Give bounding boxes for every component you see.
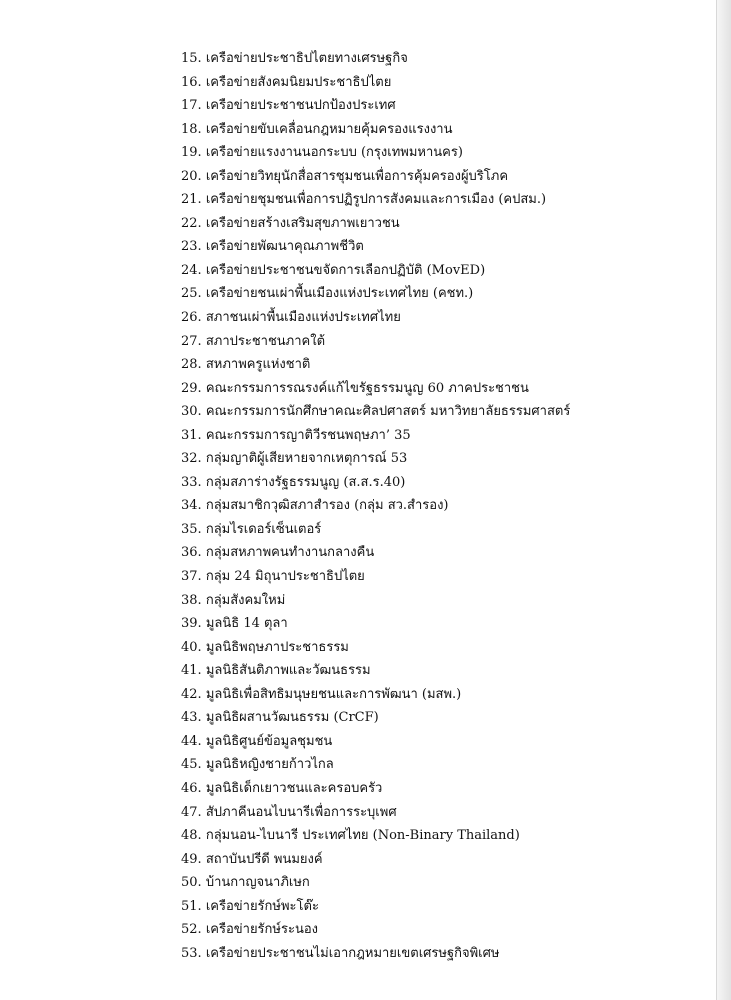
item-number: 24. [181,262,202,278]
list-item [181,165,570,189]
item-number: 18. [181,121,202,137]
item-text: คณะกรรมการนักศึกษาคณะศิลปศาสตร์ มหาวิทยาลัยธรรมศาสตร์ [205,404,571,420]
list-item [181,942,570,966]
item-number: 50. [181,875,202,891]
list-item [181,447,570,471]
list-item [181,212,570,236]
item-number: 46. [181,780,202,796]
item-text: กลุ่มสังคมใหม่ [205,592,286,608]
item-text: เครือข่ายชนเผ่าพื้นเมืองแห่งประเทศไทย (คชท.) [205,286,474,302]
item-number: 49. [181,851,202,867]
item-number: 32. [181,451,202,467]
item-text: สถาบันปรีดี พนมยงค์ [205,851,323,867]
item-text: มูลนิธิหญิงชายก้าวไกล [205,757,334,773]
list-item [181,518,570,542]
list-item [181,612,570,636]
list-item [181,94,570,118]
item-text: มูลนิธิผสานวัฒนธรรม (CrCF) [205,710,379,726]
item-text: กลุ่มญาติผู้เสียหายจากเหตุการณ์ 53 [205,451,408,467]
item-text: กลุ่มสหภาพคนทำงานกลางคืน [205,545,375,561]
item-text: กลุ่มนอน-ไบนารี ประเทศไทย (Non-Binary Thailand) [205,828,520,844]
item-text: เครือข่ายรักษ์พะโต๊ะ [205,898,319,914]
list-item [181,400,570,424]
item-text: คณะกรรมการญาติวีรชนพฤษภา’ 35 [205,427,411,443]
list-item [181,377,570,401]
item-text: สัปภาคีนอนไบนารีเพื่อการระบุเพศ [205,804,397,820]
item-number: 25. [181,286,202,302]
list-item [181,753,570,777]
list-item [181,141,570,165]
list-item [181,801,570,825]
list-item [181,235,570,259]
item-number: 23. [181,239,202,255]
item-number: 35. [181,521,202,537]
list-item [181,589,570,613]
item-number: 31. [181,427,202,443]
list-item [181,353,570,377]
list-item [181,636,570,660]
item-number: 53. [181,945,202,961]
item-number: 42. [181,686,202,702]
item-text: เครือข่ายแรงงานนอกระบบ (กรุงเทพมหานคร) [205,145,463,161]
item-number: 44. [181,733,202,749]
item-text: เครือข่ายประชาชนไม่เอากฎหมายเขตเศรษฐกิจพิเศษ [205,945,500,961]
list-item [181,777,570,801]
item-text: กลุ่มสภาร่างรัฐธรรมนูญ (ส.ส.ร.40) [205,474,406,490]
item-text: สภาชนเผ่าพื้นเมืองแห่งประเทศไทย [205,310,401,326]
item-text: เครือข่ายชุมชนเพื่อการปฏิรูปการสังคมและการเมือง (คปสม.) [205,192,547,208]
item-text: กลุ่ม 24 มิถุนาประชาธิปไตย [205,569,365,585]
item-number: 34. [181,498,202,514]
item-text: มูลนิธิเด็กเยาวชนและครอบครัว [205,780,383,796]
item-text: เครือข่ายสังคมนิยมประชาธิปไตย [205,74,392,90]
item-number: 26. [181,310,202,326]
item-text: เครือข่ายขับเคลื่อนกฎหมายคุ้มครองแรงงาน [205,121,453,137]
item-text: เครือข่ายสร้างเสริมสุขภาพเยาวชน [205,215,400,231]
list-item [181,565,570,589]
item-number: 21. [181,192,202,208]
list-item [181,730,570,754]
item-number: 15. [181,51,202,66]
list-item [181,683,570,707]
item-text: มูลนิธิเพื่อสิทธิมนุษยชนและการพัฒนา (มสพ.) [205,686,462,702]
item-text: สหภาพครูแห่งชาติ [205,357,311,373]
item-number: 27. [181,333,202,349]
item-text: เครือข่ายรักษ์ระนอง [205,922,318,938]
item-number: 43. [181,710,202,726]
item-number: 16. [181,74,202,90]
list-item [181,306,570,330]
list-item [181,895,570,919]
list-item [181,259,570,283]
list-item [181,282,570,306]
list-item [181,471,570,495]
item-text: เครือข่ายประชาชนปกป้องประเทศ [205,98,396,114]
list-item [181,871,570,895]
list-item [181,541,570,565]
item-number: 51. [181,898,202,914]
list-item [181,706,570,730]
item-number: 19. [181,145,202,161]
item-number: 41. [181,663,202,679]
item-number: 39. [181,616,202,632]
item-number: 28. [181,357,202,373]
list-item [181,824,570,848]
item-number: 40. [181,639,202,655]
item-number: 45. [181,757,202,773]
list-item [181,424,570,448]
item-text: กลุ่มสมาชิกวุฒิสภาสำรอง (กลุ่ม สว.สำรอง) [205,498,449,514]
list-item [181,330,570,354]
list-item [181,47,570,71]
item-number: 29. [181,380,202,396]
list-item [181,848,570,872]
item-text: เครือข่ายประชาชนขจัดการเลือกปฏิบัติ (MovED) [205,262,486,278]
item-number: 36. [181,545,202,561]
item-number: 30. [181,404,202,420]
item-number: 22. [181,215,202,231]
item-number: 52. [181,922,202,938]
item-number: 38. [181,592,202,608]
item-text: เครือข่ายวิทยุนักสื่อสารชุมชนเพื่อการคุ้มครองผู้บริโภค [205,168,509,184]
organization-list [181,47,570,965]
list-item [181,188,570,212]
list-item [181,659,570,683]
item-text: เครือข่ายพัฒนาคุณภาพชีวิต [205,239,364,255]
list-item [181,118,570,142]
page-edge-shadow [716,0,731,1000]
list-item [181,71,570,95]
item-text: สภาประชาชนภาคใต้ [205,333,326,349]
item-text: บ้านกาญจนาภิเษก [205,875,310,891]
item-number: 33. [181,474,202,490]
item-number: 17. [181,98,202,114]
item-text: มูลนิธิสันติภาพและวัฒนธรรม [205,663,371,679]
item-number: 20. [181,168,202,184]
list-item [181,494,570,518]
item-text: เครือข่ายประชาธิปไตยทางเศรษฐกิจ [205,51,408,66]
item-number: 37. [181,569,202,585]
item-number: 47. [181,804,202,820]
item-text: มูลนิธิ 14 ตุลา [205,616,288,632]
item-text: มูลนิธิพฤษภาประชาธรรม [205,639,349,655]
item-number: 48. [181,828,202,844]
item-text: คณะกรรมการรณรงค์แก้ไขรัฐธรรมนูญ 60 ภาคประชาชน [205,380,529,396]
item-text: มูลนิธิศูนย์ข้อมูลชุมชน [205,733,333,749]
item-text: กลุ่มไรเดอร์เซ็นเตอร์ [205,521,322,537]
list-item [181,918,570,942]
